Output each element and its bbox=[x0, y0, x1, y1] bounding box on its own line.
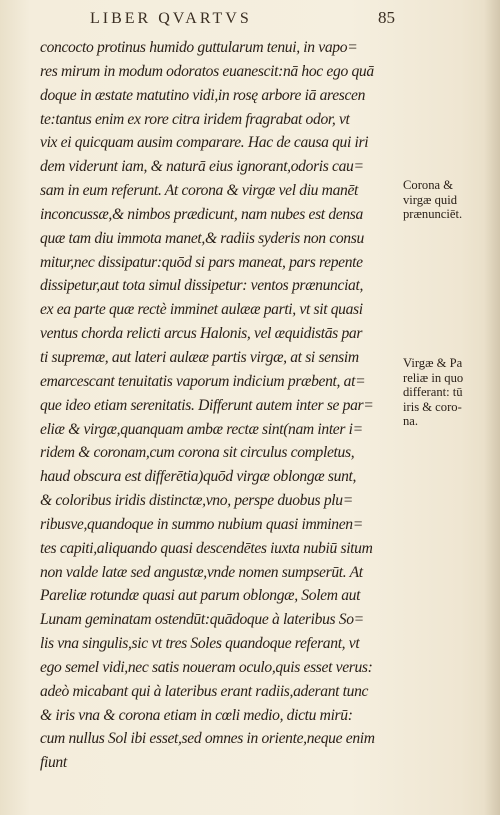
text-line: adeò micabant qui à lateribus erant radiis,aderant tunc bbox=[40, 682, 369, 700]
text-line: ex ea parte quæ rectè imminet aulææ parti, vt sit quasi bbox=[40, 301, 363, 319]
text-line: dissipetur,aut tota simul dissipetur: ventos prænunciat, bbox=[40, 277, 364, 295]
margin-note-line: Virgæ & Pa bbox=[403, 356, 463, 370]
text-line: non valde latæ sed angustæ,vnde nomen sumpserūt. At bbox=[40, 563, 363, 581]
margin-note-line: virgæ quid bbox=[403, 192, 457, 207]
text-line: & coloribus iridis distinctæ,vno, perspe duobus plu= bbox=[40, 492, 353, 510]
text-line: Pareliæ rotundæ quasi aut parum oblongæ, Solem aut bbox=[40, 587, 361, 605]
running-head: LIBER QVARTVS bbox=[90, 10, 252, 27]
margin-note-line: na. bbox=[403, 414, 419, 428]
text-line: lis vna singulis,sic vt tres Soles quandoque referant, vt bbox=[40, 635, 360, 653]
text-line: ti supremæ, aut lateri aulææ partis virgæ, at si sensim bbox=[40, 348, 359, 366]
text-line: que ideo etiam serenitatis. Differunt autem inter se par= bbox=[40, 396, 374, 414]
text-line: concocto protinus humido guttularum tenui, in vapo= bbox=[40, 39, 358, 56]
text-line: ego semel vidi,nec satis noueram oculo,quis esset verus: bbox=[40, 658, 373, 676]
text-line: inconcussæ,& nimbos prædicunt, nam nubes est densa bbox=[40, 205, 363, 223]
main-text-block bbox=[40, 36, 400, 775]
margin-note-line: iris & coro- bbox=[403, 399, 462, 414]
page-header bbox=[90, 10, 410, 34]
text-line: ventus chorda relicti arcus Halonis, vel æquidistās par bbox=[40, 325, 363, 343]
text-line: emarcescant tenuitatis vaporum indicium præbent, at= bbox=[40, 372, 366, 390]
text-line: mitur,nec dissipatur:quōd si pars maneat, pars repente bbox=[40, 253, 363, 271]
margin-note-virgae bbox=[403, 356, 493, 429]
margin-note-line: reliæ in quo bbox=[403, 370, 464, 385]
margin-note-line: differant: tū bbox=[403, 385, 463, 399]
text-line: haud obscura est differētia)quōd virgæ oblongæ sunt, bbox=[40, 468, 357, 486]
text-line: te:tantus enim ex rore citra iridem fragrabat odor, vt bbox=[40, 110, 350, 128]
text-line: doque in æstate matutino vidi,in rosę arbore iā arescen bbox=[40, 86, 366, 104]
text-line: & iris vna & corona etiam in cœli medio, dictu mirū: bbox=[40, 706, 353, 724]
text-line: res mirum in modum odoratos euanescit:nā hoc ego quā bbox=[40, 62, 374, 80]
text-line: eliæ & virgæ,quanquam ambæ rectæ sint(nam inter i= bbox=[40, 420, 363, 438]
text-line: sam in eum referunt. At corona & virgæ vel diu manēt bbox=[40, 182, 359, 200]
text-line: quæ tam diu immota manet,& radiis syderis non consu bbox=[40, 229, 364, 247]
text-line: ribusve,quandoque in summo nubium quasi imminen= bbox=[40, 515, 363, 533]
text-line: dem viderunt iam, & naturā eius ignorant,odoris cau= bbox=[40, 158, 364, 176]
margin-note-line: prænunciēt. bbox=[403, 207, 463, 221]
text-line: vix ei quicquam ausim comparare. Hac de causa qui iri bbox=[40, 134, 369, 152]
text-line: tes capiti,aliquando quasi descendētes iuxta nubiū situm bbox=[40, 539, 373, 557]
text-line: cum nullus Sol ibi esset,sed omnes in oriente,neque enim bbox=[40, 730, 375, 748]
margin-note-line: Corona & bbox=[403, 178, 454, 192]
text-line: Lunam geminatam ostendūt:quādoque à lateribus So= bbox=[40, 611, 364, 629]
text-line: ridem & coronam,cum corona sit circulus completus, bbox=[40, 444, 355, 462]
text-line: fiunt bbox=[40, 754, 67, 772]
margin-note-corona bbox=[403, 178, 493, 222]
page-number: 85 bbox=[378, 8, 395, 27]
